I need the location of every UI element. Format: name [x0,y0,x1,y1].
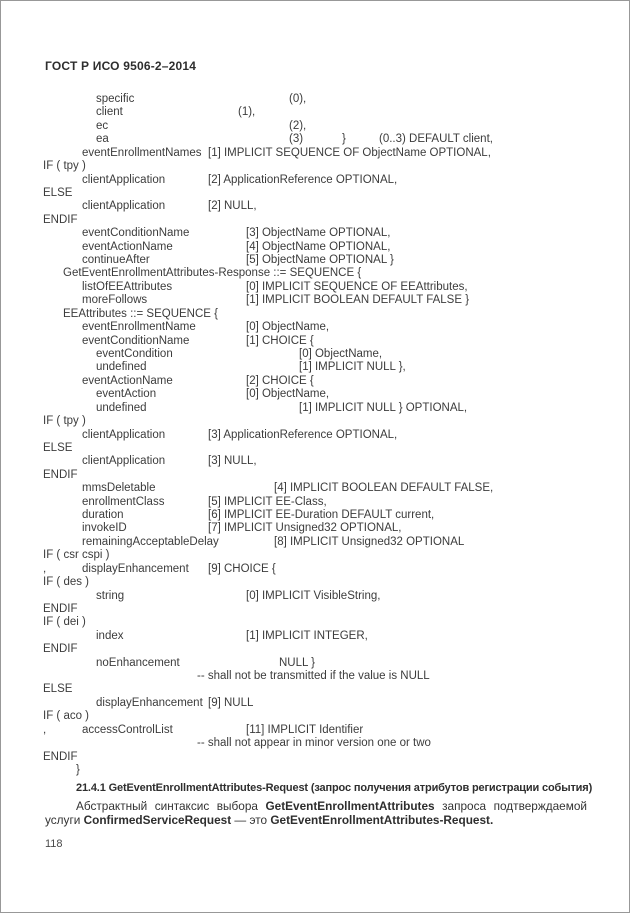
code-segment: listOfEEAttributes [82,280,173,293]
code-line [1,724,630,738]
code-line [1,536,630,550]
code-line [1,630,630,644]
code-line [1,603,630,617]
code-segment: [0] IMPLICIT SEQUENCE OF EEAttributes, [246,280,468,293]
code-segment: [4] ObjectName OPTIONAL, [246,240,391,253]
code-line [1,147,630,161]
code-segment: ELSE [43,186,73,199]
code-line [1,415,630,429]
paragraph-text: запроса подтверждаемой услуги [45,799,587,827]
code-line [1,93,630,107]
code-line [1,361,630,375]
code-segment: ENDIF [43,468,78,481]
code-segment: [7] IMPLICIT Unsigned32 OPTIONAL, [208,522,402,535]
code-segment: mmsDeletable [82,482,156,495]
code-segment: [0] ObjectName, [246,388,330,401]
code-line [1,120,630,134]
code-segment: [1] IMPLICIT NULL }, [299,361,406,374]
code-segment: , [43,723,47,736]
code-segment: ELSE [43,683,73,696]
code-line [1,214,630,228]
code-line [1,174,630,188]
code-line [1,281,630,295]
code-segment: (2), [289,119,307,132]
code-segment: eventEnrollmentNames [82,146,202,159]
code-segment: [2] NULL, [208,200,257,213]
code-line [1,496,630,510]
paragraph-term-bold: ConfirmedServiceRequest [83,812,232,827]
code-segment: [3] ApplicationReference OPTIONAL, [208,428,398,441]
code-segment: [0] IMPLICIT VisibleString, [246,589,381,602]
code-segment: ENDIF [43,213,78,226]
code-line [1,643,630,657]
code-line [1,200,630,214]
code-line [1,657,630,671]
code-line [1,429,630,443]
code-segment: [2] ApplicationReference OPTIONAL, [208,173,398,186]
code-line [1,563,630,577]
code-line [1,764,630,778]
code-segment: eventEnrollmentName [82,321,196,334]
code-segment: ENDIF [43,643,78,656]
code-segment: -- shall not appear in minor version one or two [197,737,431,750]
code-line [1,106,630,120]
code-segment: } [76,764,80,776]
code-line [1,241,630,255]
code-segment: clientApplication [82,173,166,186]
code-segment: [3] NULL, [208,455,257,468]
code-line [1,375,630,389]
code-line [1,321,630,335]
code-segment: remainingAcceptableDelay [82,535,219,548]
code-line [1,335,630,349]
code-line [1,160,630,174]
code-line [1,455,630,469]
code-segment: [1] IMPLICIT NULL } OPTIONAL, [299,401,468,414]
code-segment: ec [96,119,109,132]
code-segment: continueAfter [82,254,150,267]
code-segment: undefined [96,361,147,374]
paragraph-term-bold: GetEventEnrollmentAttributes [265,799,435,813]
code-segment: eventAction [96,388,157,401]
code-segment: } [342,133,346,146]
code-segment: string [96,589,125,602]
code-segment: eventActionName [82,374,173,387]
code-segment: displayEnhancement [82,562,189,575]
code-segment: noEnhancement [96,656,180,669]
code-segment: [1] IMPLICIT INTEGER, [246,629,368,642]
code-segment: client [96,106,123,119]
code-line [1,710,630,724]
body-paragraph [45,800,587,828]
code-segment: [0] ObjectName, [246,321,330,334]
code-line [1,590,630,604]
code-segment: moreFollows [82,294,148,307]
code-line [1,683,630,697]
code-segment: GetEventEnrollmentAttributes-Response ::= SEQUENCE { [63,267,362,280]
code-segment: [3] ObjectName OPTIONAL, [246,227,391,240]
code-segment: index [96,629,124,642]
code-segment: [1] IMPLICIT BOOLEAN DEFAULT FALSE } [246,294,470,307]
code-line [1,522,630,536]
code-segment: (0..3) DEFAULT client, [379,133,493,146]
code-segment: IF ( dei ) [43,616,86,629]
code-line [1,469,630,483]
code-line [1,254,630,268]
code-segment: ENDIF [43,602,78,615]
code-segment: eventCondition [96,347,173,360]
code-segment: ea [96,133,109,146]
page-number: 118 [45,838,63,850]
code-line [1,348,630,362]
code-line [1,737,630,751]
code-line [1,308,630,322]
code-line [1,549,630,563]
code-segment: ENDIF [43,750,78,763]
code-segment: IF ( des ) [43,576,90,589]
code-line [1,482,630,496]
code-segment: [0] ObjectName, [299,347,383,360]
paragraph-text: Абстрактный синтаксис выбора [76,799,266,813]
code-line [1,697,630,711]
code-segment: [5] IMPLICIT EE-Class, [208,495,327,508]
code-segment: specific [96,93,135,105]
code-segment: (3) [289,133,304,146]
code-segment: EEAttributes ::= SEQUENCE { [63,307,218,320]
code-segment: eventActionName [82,240,173,253]
code-segment: ELSE [43,441,73,454]
code-line [1,751,630,765]
code-segment: [2] CHOICE { [246,374,314,387]
code-segment: -- shall not be transmitted if the value is NULL [197,670,430,683]
code-segment: displayEnhancement [96,696,203,709]
code-line [1,509,630,523]
code-segment: [4] IMPLICIT BOOLEAN DEFAULT FALSE, [274,482,494,495]
paragraph-text: — это [231,812,271,827]
code-segment: clientApplication [82,200,166,213]
code-segment: [9] NULL [208,696,254,709]
code-segment: IF ( csr cspi ) [43,549,110,562]
code-segment: enrollmentClass [82,495,165,508]
code-segment: [6] IMPLICIT EE-Duration DEFAULT current, [208,509,435,522]
code-segment: eventConditionName [82,227,190,240]
code-line [1,294,630,308]
code-segment: [5] ObjectName OPTIONAL } [246,254,394,267]
code-line [1,670,630,684]
code-line [1,227,630,241]
code-segment: [9] CHOICE { [208,562,276,575]
paragraph-term-bold: GetEventEnrollmentAttributes-Request. [270,812,494,827]
code-line [1,576,630,590]
code-line [1,616,630,630]
code-line [1,402,630,416]
code-segment: IF ( aco ) [43,710,90,723]
section-heading: 21.4.1 GetEventEnrollmentAttributes-Request (запрос получения атрибутов регистрации события) [76,782,593,794]
code-line [1,388,630,402]
code-line [1,267,630,281]
code-segment: undefined [96,401,147,414]
code-segment: [11] IMPLICIT Identifier [246,723,364,736]
running-header: ГОСТ Р ИСО 9506-2–2014 [45,59,197,73]
code-segment: duration [82,509,124,522]
code-segment: (0), [289,93,307,105]
code-segment: invokeID [82,522,127,535]
code-segment: [8] IMPLICIT Unsigned32 OPTIONAL [274,535,465,548]
code-segment: [1] CHOICE { [246,334,314,347]
code-line [1,133,630,147]
code-segment: IF ( tpy ) [43,160,86,173]
code-segment: (1), [238,106,256,119]
code-segment: eventConditionName [82,334,190,347]
code-segment: IF ( tpy ) [43,415,86,428]
code-segment: clientApplication [82,455,166,468]
asn1-code-block [1,93,630,783]
code-segment: NULL } [279,656,316,669]
code-segment: [1] IMPLICIT SEQUENCE OF ObjectName OPTIONAL, [208,146,491,159]
code-line [1,187,630,201]
code-segment: accessControlList [82,723,173,736]
code-segment: , [43,562,47,575]
code-segment: clientApplication [82,428,166,441]
code-line [1,442,630,456]
